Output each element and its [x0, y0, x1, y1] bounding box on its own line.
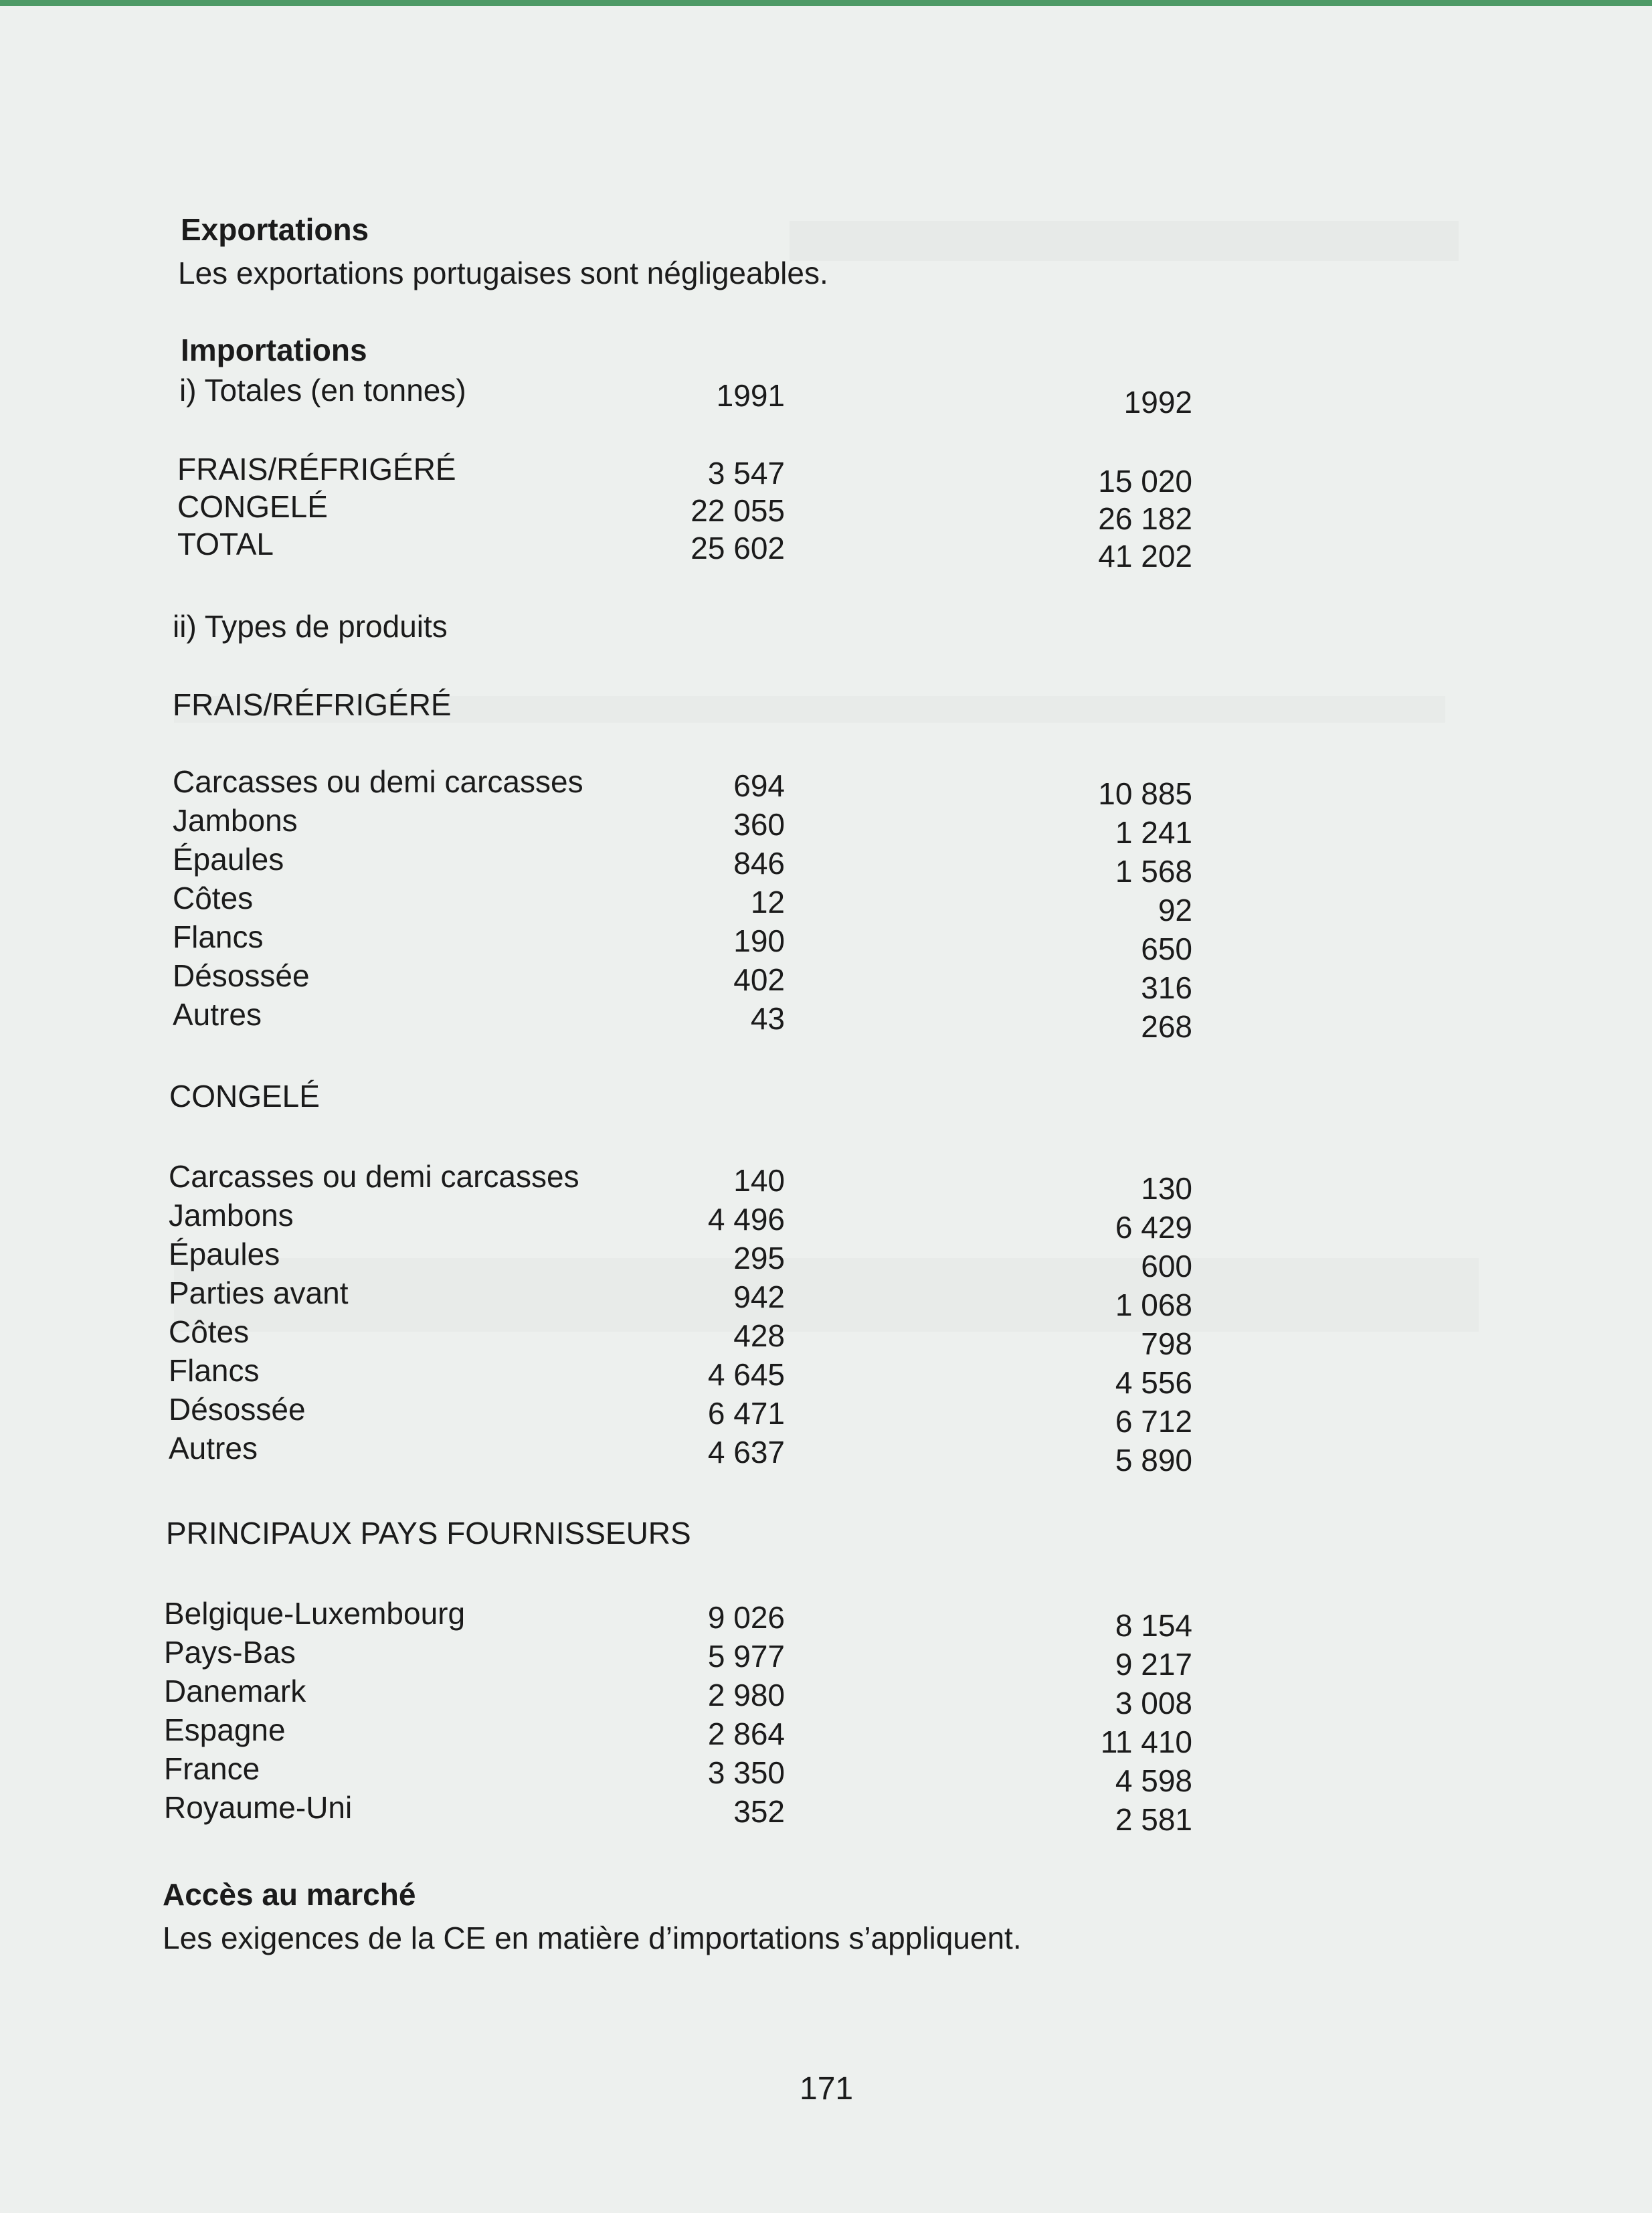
value-1991: 295 — [733, 1241, 785, 1275]
value-1992: 130 — [1141, 1171, 1192, 1206]
row-label: Désossée — [173, 958, 310, 993]
value-1992: 4 598 — [1115, 1763, 1192, 1798]
value-1991: 402 — [733, 962, 785, 997]
row-label: Autres — [169, 1431, 258, 1466]
row-label: Côtes — [169, 1314, 250, 1349]
table-row — [0, 997, 1652, 1044]
table-row — [0, 1198, 1652, 1245]
table-row — [0, 1751, 1652, 1798]
table-row — [0, 803, 1652, 850]
value-1991: 12 — [750, 885, 785, 919]
row-label: TOTAL — [177, 527, 274, 561]
value-1991: 5 977 — [707, 1639, 785, 1674]
row-label: Désossée — [169, 1392, 306, 1427]
value-1992: 26 182 — [1098, 501, 1192, 536]
value-1992: 1 241 — [1115, 815, 1192, 850]
value-1991: 190 — [733, 923, 785, 958]
value-1991: 2 980 — [707, 1678, 785, 1712]
value-1992: 1 568 — [1115, 854, 1192, 889]
value-1992: 798 — [1141, 1326, 1192, 1361]
row-label: France — [164, 1751, 260, 1786]
value-1992: 1 068 — [1115, 1288, 1192, 1322]
row-label: Autres — [173, 997, 262, 1032]
row-label: Côtes — [173, 881, 254, 915]
table-row — [0, 1712, 1652, 1759]
acces-text: Les exigences de la CE en matière d’importations s’appliquent. — [163, 1921, 1022, 1955]
value-1992: 15 020 — [1098, 464, 1192, 499]
table-row — [0, 527, 1652, 573]
value-1991: 3 547 — [707, 456, 785, 491]
table-row — [0, 958, 1652, 1005]
value-1992: 9 217 — [1115, 1647, 1192, 1682]
types-label: ii) Types de produits — [173, 609, 448, 644]
row-label: Jambons — [169, 1198, 294, 1233]
row-label: Carcasses ou demi carcasses — [169, 1159, 579, 1194]
table-row — [0, 1237, 1652, 1283]
value-1992: 4 556 — [1115, 1365, 1192, 1400]
totals-label: i) Totales (en tonnes) — [179, 373, 466, 408]
table-row — [0, 764, 1652, 811]
value-1992: 41 202 — [1098, 539, 1192, 573]
value-1992: 268 — [1141, 1009, 1192, 1044]
value-1992: 600 — [1141, 1249, 1192, 1283]
table-row — [0, 1353, 1652, 1400]
value-1991: 4 645 — [707, 1357, 785, 1392]
value-1991: 360 — [733, 807, 785, 842]
year-1992-header: 1992 — [1123, 385, 1192, 420]
value-1992: 2 581 — [1115, 1802, 1192, 1837]
row-label: Flancs — [169, 1353, 260, 1388]
row-label: Carcasses ou demi carcasses — [173, 764, 583, 799]
value-1991: 846 — [733, 846, 785, 881]
value-1992: 6 712 — [1115, 1404, 1192, 1439]
table-row — [0, 1635, 1652, 1682]
value-1991: 352 — [733, 1794, 785, 1829]
row-label: Royaume-Uni — [164, 1790, 353, 1825]
row-label: Belgique-Luxembourg — [164, 1596, 466, 1631]
table-row — [0, 1392, 1652, 1439]
value-1991: 942 — [733, 1279, 785, 1314]
acces-heading: Accès au marché — [163, 1877, 416, 1912]
table-row — [0, 1790, 1652, 1837]
table-row — [0, 1596, 1652, 1643]
value-1991: 428 — [733, 1318, 785, 1353]
value-1991: 2 864 — [707, 1716, 785, 1751]
value-1991: 22 055 — [691, 493, 785, 528]
value-1992: 10 885 — [1098, 776, 1192, 811]
value-1991: 6 471 — [707, 1396, 785, 1431]
congele-section-title: CONGELÉ — [169, 1079, 320, 1114]
row-label: Épaules — [173, 842, 284, 877]
value-1991: 3 350 — [707, 1755, 785, 1790]
exportations-heading: Exportations — [181, 212, 369, 247]
value-1992: 92 — [1158, 893, 1192, 927]
value-1991: 4 496 — [707, 1202, 785, 1237]
row-label: Parties avant — [169, 1275, 349, 1310]
value-1992: 650 — [1141, 932, 1192, 966]
table-row — [0, 1674, 1652, 1720]
table-row — [0, 881, 1652, 927]
value-1992: 316 — [1141, 970, 1192, 1005]
frais-section-title: FRAIS/RÉFRIGÉRÉ — [173, 687, 452, 722]
bleed-through-shadow — [790, 221, 1459, 261]
table-row — [0, 919, 1652, 966]
value-1991: 140 — [733, 1163, 785, 1198]
value-1991: 25 602 — [691, 531, 785, 565]
value-1992: 5 890 — [1115, 1443, 1192, 1478]
row-label: CONGELÉ — [177, 489, 328, 524]
value-1991: 694 — [733, 768, 785, 803]
pays-section-title: PRINCIPAUX PAYS FOURNISSEURS — [166, 1516, 691, 1551]
table-row — [0, 489, 1652, 536]
row-label: Jambons — [173, 803, 298, 838]
row-label: Épaules — [169, 1237, 280, 1271]
value-1992: 11 410 — [1100, 1724, 1192, 1759]
value-1991: 43 — [750, 1001, 785, 1036]
row-label: Espagne — [164, 1712, 286, 1747]
table-row — [0, 842, 1652, 889]
exportations-text: Les exportations portugaises sont négligeables. — [178, 256, 828, 290]
year-1991-header: 1991 — [716, 378, 785, 413]
page-number: 171 — [800, 2071, 854, 2107]
value-1991: 4 637 — [707, 1435, 785, 1470]
table-row — [0, 1159, 1652, 1206]
row-label: Danemark — [164, 1674, 306, 1708]
value-1992: 3 008 — [1115, 1686, 1192, 1720]
totals-header-row — [0, 373, 1652, 420]
row-label: Flancs — [173, 919, 264, 954]
value-1992: 6 429 — [1115, 1210, 1192, 1245]
importations-heading: Importations — [181, 333, 367, 367]
table-row — [0, 1275, 1652, 1322]
row-label: FRAIS/RÉFRIGÉRÉ — [177, 452, 456, 486]
value-1992: 8 154 — [1115, 1608, 1192, 1643]
row-label: Pays-Bas — [164, 1635, 296, 1670]
table-row — [0, 1314, 1652, 1361]
table-row — [0, 452, 1652, 499]
value-1991: 9 026 — [707, 1600, 785, 1635]
table-row — [0, 1431, 1652, 1478]
